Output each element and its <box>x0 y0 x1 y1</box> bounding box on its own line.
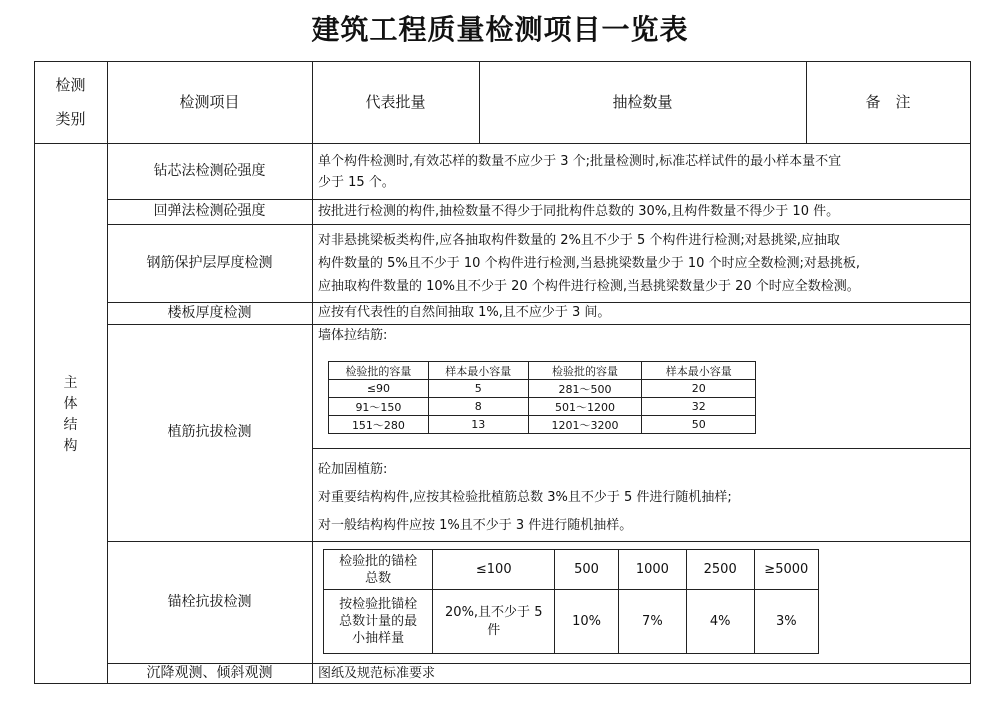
table-cell: 3% <box>754 590 818 654</box>
content-core-drilling: 单个构件检测时,有效芯样的数量不应少于 3 个;批量检测时,标准芯样试件的最小样本量不宜 少于 15 个。 <box>318 154 842 190</box>
table-cell: 2500 <box>686 550 754 590</box>
content-settlement: 图纸及规范标准要求 <box>318 666 436 681</box>
item-core-drilling: 钻芯法检测砼强度 <box>153 162 266 179</box>
table-cell: 13 <box>428 416 528 434</box>
table-cell: 281～500 <box>528 380 642 398</box>
content-concrete-reinforcement: 砼加固植筋: 对重要结构构件,应按其检验批植筋总数 3%且不少于 5 件进行随机抽样; 对一般结构构件应按 1%且不少于 3 件进行随机抽样。 <box>318 456 968 540</box>
item-slab-thickness: 楼板厚度检测 <box>167 304 252 321</box>
table-row <box>324 590 819 654</box>
table-header-cell: 检验批的容量 <box>528 362 642 380</box>
wall-ties-label: 墙体拉结筋: <box>318 328 388 343</box>
item-anchor-pullout: 锚栓抗拔检测 <box>167 593 252 610</box>
table-cell: 7% <box>618 590 686 654</box>
table-row <box>329 416 756 434</box>
page-title: 建筑工程质量检测项目一览表 <box>311 13 689 46</box>
header-category-line1: 检测 <box>55 76 86 94</box>
table-cell: ≤100 <box>433 550 555 590</box>
table-cell: 8 <box>428 398 528 416</box>
table-cell: 20 <box>642 380 756 398</box>
item-settlement: 沉降观测、倾斜观测 <box>146 664 273 681</box>
item-rebound: 回弹法检测砼强度 <box>153 203 266 220</box>
item-rebar-cover: 钢筋保护层厚度检测 <box>146 254 273 271</box>
header-item: 检测项目 <box>179 93 240 111</box>
header-category <box>34 61 107 143</box>
header-category-line2: 类别 <box>55 110 86 128</box>
content-rebound: 按批进行检测的构件,抽检数量不得少于同批构件总数的 30%,且构件数量不得少于 10 件。 <box>318 204 840 219</box>
header-remarks: 备 注 <box>865 93 911 111</box>
table-header-cell: 样本最小容量 <box>428 362 528 380</box>
table-cell: 50 <box>642 416 756 434</box>
table-header-cell: 检验批的容量 <box>329 362 429 380</box>
header-batch: 代表批量 <box>365 93 426 111</box>
table-cell: ≥5000 <box>754 550 818 590</box>
content-rebar-cover: 对非悬挑梁板类构件,应各抽取构件数量的 2%且不少于 5 个构件进行检测;对悬挑梁,应抽取 构件数量的 5%且不少于 10 个构件进行检测,当悬挑梁数量少于 10 个时应全数检测;对悬挑板, 应抽取构件数量的 10%且不少于 20 个构件进行检测,当悬挑梁数量少于 20 个时应全数检测。 <box>318 233 861 294</box>
concrete-reinforcement-label: 砼加固植筋: <box>318 462 388 477</box>
table-cell: 5 <box>428 380 528 398</box>
table-cell: 4% <box>686 590 754 654</box>
table-row <box>329 398 756 416</box>
table-header-cell: 按检验批锚栓 总数计量的最 小抽样量 <box>324 590 433 654</box>
header-sampling: 抽检数量 <box>612 93 673 111</box>
anchor-table <box>323 549 819 654</box>
table-header-cell: 检验批的锚栓 总数 <box>324 550 433 590</box>
table-cell: 91～150 <box>329 398 429 416</box>
table-row <box>329 380 756 398</box>
table-cell: 500 <box>555 550 619 590</box>
wall-ties-table <box>328 361 756 434</box>
table-cell: 1201～3200 <box>528 416 642 434</box>
category-main: 主 体 结 构 <box>63 375 78 454</box>
item-bar-pullout: 植筋抗拔检测 <box>167 424 252 441</box>
table-row <box>329 362 756 380</box>
table-cell: ≤90 <box>329 380 429 398</box>
content-slab-thickness: 应按有代表性的自然间抽取 1%,且不应少于 3 间。 <box>318 305 611 320</box>
table-cell: 20%,且不少于 5 件 <box>433 590 555 654</box>
table-header-cell: 样本最小容量 <box>642 362 756 380</box>
table-cell: 10% <box>555 590 619 654</box>
table-cell: 151～280 <box>329 416 429 434</box>
table-cell: 501～1200 <box>528 398 642 416</box>
table-cell: 1000 <box>618 550 686 590</box>
table-cell: 32 <box>642 398 756 416</box>
table-row <box>324 550 819 590</box>
